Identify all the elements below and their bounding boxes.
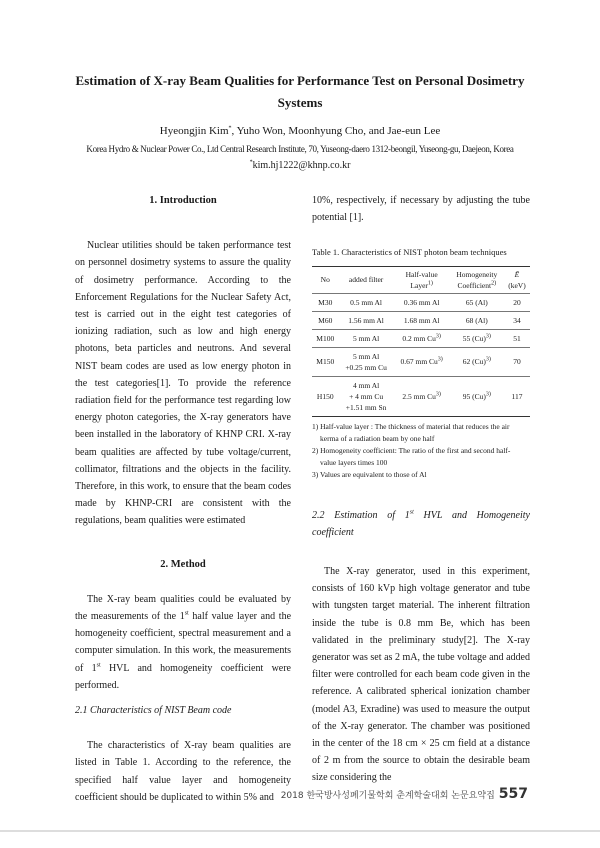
filter-line: + 4 mm Cu	[349, 391, 384, 401]
subsection-2-1-heading: 2.1 Characteristics of NIST Beam code	[75, 705, 232, 717]
hvl-value: 0.36 mm Al	[403, 297, 440, 307]
table-row	[312, 329, 530, 347]
hc-value: 95 (Cu)	[462, 391, 486, 401]
filter-line: 5 mm Al	[352, 333, 380, 343]
table-header-row	[312, 266, 530, 293]
sec22-heading-b: HVL and Homogeneity coefficient	[312, 509, 530, 538]
col-header-energy	[504, 266, 530, 293]
energy-value: 20	[513, 297, 521, 307]
corresponding-mark: *	[228, 125, 232, 132]
table-row	[312, 293, 530, 311]
cell-hc	[450, 376, 504, 416]
right-column	[312, 192, 530, 787]
cell-no-text: M60	[318, 315, 333, 325]
sec22-heading-a: 2.2 Estimation of 1	[312, 509, 410, 521]
subsection-2-1-continuation: 10%, respectively, if necessary by adjusting the tube potential [1].	[312, 195, 530, 224]
cell-filter	[339, 329, 394, 347]
method-sup-a: st	[184, 610, 189, 617]
method-text-c: HVL and homogeneity coefficient were performed.	[75, 662, 291, 691]
hc-value: 68 (Al)	[465, 315, 488, 325]
method-text-a: The X-ray beam qualities could be evaluated by the measurements of the 1	[75, 593, 291, 623]
hc-value: 55 (Cu)	[462, 333, 486, 343]
cell-energy	[504, 329, 530, 347]
cell-energy	[504, 347, 530, 376]
table-body	[312, 293, 530, 416]
cell-energy	[504, 376, 530, 416]
energy-value: 117	[511, 391, 523, 401]
table-row	[312, 376, 530, 416]
table-row	[312, 347, 530, 376]
footnote-line: 2) Homogeneity coefficient: The ratio of the first and second half-	[312, 445, 511, 455]
filter-line: 0.5 mm Al	[350, 297, 383, 307]
col-header-hc	[450, 266, 504, 293]
hvl-header-line1: Half-value	[405, 269, 438, 279]
cell-hc	[450, 311, 504, 329]
col-header-hvl	[394, 266, 450, 293]
hvl-note: 3)	[435, 333, 441, 340]
filter-line: +0.25 mm Cu	[345, 362, 387, 372]
hc-header-line1: Homogeneity	[456, 269, 498, 279]
hc-note: 3)	[485, 391, 491, 398]
hc-header-line2: Coefficient	[457, 280, 492, 290]
cell-no-text: H150	[316, 391, 334, 401]
hvl-value: 2.5 mm Cu	[402, 391, 436, 401]
page-footer	[281, 786, 528, 802]
hvl-header-sup: 1)	[427, 280, 433, 287]
cell-no	[312, 347, 339, 376]
energy-unit: (keV)	[508, 280, 526, 290]
cell-hvl	[394, 376, 450, 416]
filter-line: 5 mm Al	[352, 351, 380, 361]
affiliation: Korea Hydro & Nuclear Power Co., Ltd Central Research Institute, 70, Yuseong-daero 1312-beongil, Yuseong-gu, Daejeon, Korea	[86, 144, 514, 154]
beam-characteristics-table	[312, 266, 530, 417]
energy-value: 70	[513, 357, 521, 367]
cell-no	[312, 293, 339, 311]
cell-filter	[339, 293, 394, 311]
email-line	[60, 160, 540, 171]
cell-hvl	[394, 311, 450, 329]
cell-no	[312, 329, 339, 347]
footnote-continuation: kerma of a radiation beam by one half	[320, 433, 435, 443]
hc-header-sup: 2)	[491, 280, 497, 287]
subsection-2-2-heading	[312, 507, 530, 541]
method-heading: 2. Method	[160, 558, 206, 570]
hvl-value: 0.2 mm Cu	[402, 333, 436, 343]
filter-line: 4 mm Al	[352, 380, 380, 390]
paper-title: Estimation of X-ray Beam Qualities for Performance Test on Personal Dosimetry Systems	[75, 73, 525, 110]
cell-no-text: M150	[316, 357, 335, 367]
email-mark: *	[249, 159, 253, 166]
filter-line: 1.56 mm Al	[348, 315, 384, 325]
table-caption: Table 1. Characteristics of NIST photon beam techniques	[312, 247, 507, 258]
col-header-no: No	[320, 275, 330, 285]
hvl-note: 3)	[437, 356, 443, 363]
hc-value: 62 (Cu)	[462, 357, 486, 367]
page-number: 557	[498, 786, 528, 802]
table-row	[312, 311, 530, 329]
sec22-heading-sup: st	[409, 509, 414, 516]
footer-rule	[0, 830, 600, 832]
cell-energy	[504, 293, 530, 311]
author-first: Hyeongjin Kim	[159, 125, 229, 137]
cell-energy	[504, 311, 530, 329]
footnote	[312, 421, 530, 445]
author-rest: , Yuho Won, Moonhyung Cho, and Jae-eun Lee	[231, 125, 441, 137]
left-column	[75, 192, 291, 806]
email-address: kim.hj1222@khnp.co.kr	[252, 160, 351, 171]
col-header-filter: added filter	[348, 275, 384, 285]
cell-hvl	[394, 347, 450, 376]
cell-hc	[450, 347, 504, 376]
hvl-value: 1.68 mm Al	[403, 315, 440, 325]
hc-note: 3)	[485, 356, 491, 363]
method-text-b: half value layer and the homogeneity coefficient, spectral measurement and a computer simulation. In this work, the measurements of 1	[75, 611, 292, 674]
hc-value: 65 (Al)	[465, 297, 488, 307]
author-list	[60, 125, 540, 137]
hvl-header-line2: Layer	[410, 280, 428, 290]
intro-heading: 1. Introduction	[149, 195, 217, 206]
hvl-value: 0.67 mm Cu	[400, 357, 438, 367]
cell-no	[312, 376, 339, 416]
table-footnotes	[312, 421, 530, 481]
footnote-line: 1) Half-value layer : The thickness of material that reduces the air	[312, 421, 510, 431]
subsection-2-1-paragraph: The characteristics of X-ray beam qualities are listed in Table 1. According to the reference, the specified half value layer and homogeneity coefficient should be duplicated to within 5% and	[75, 740, 291, 803]
method-paragraph	[75, 591, 291, 694]
cell-hvl	[394, 329, 450, 347]
hvl-note: 3)	[435, 391, 441, 398]
subsection-2-2-paragraph: The X-ray generator, used in this experiment, consists of 160 kVp high voltage generator and tube with tungsten target material. The inherent filtration inside the tube is 0.8 mm Be, which has been validated in the preliminary study[2]. The X-ray generator was set as 2 mA, the tube voltage and added filter were controlled for each beam code given in the reference. A calibrated spherical ionization chamber (model A3, Exradine) was used to measure the output of the X-ray generator. The chamber was positioned in the center of the 18 cm × 25 cm field at a distance of 2 m from the source to obtain the desirable beam size considering the	[312, 566, 530, 784]
cell-no	[312, 311, 339, 329]
cell-hc	[450, 329, 504, 347]
energy-symbol: Ē	[514, 269, 520, 279]
cell-no-text: M30	[318, 297, 333, 307]
footnote-continuation: value layers times 100	[320, 457, 388, 467]
cell-filter	[339, 347, 394, 376]
footer-text: 2018 한국방사성폐기물학회 춘계학술대회 논문요약집	[280, 791, 495, 801]
method-sup-b: st	[96, 662, 101, 669]
cell-no-text: M100	[316, 333, 335, 343]
energy-value: 51	[513, 333, 521, 343]
hc-note: 3)	[485, 333, 491, 340]
footnote-line: 3) Values are equivalent to those of Al	[312, 469, 427, 479]
cell-hc	[450, 293, 504, 311]
footnote	[312, 445, 530, 469]
intro-paragraph: Nuclear utilities should be taken performance test on personnel dosimetry systems to assure the quality of dosimetry performance. According to the Enforcement Regulations for the Nuclear Safety Act, test is carried out in the eight test categories of ionizing radiation, such as low and high energy photons, beta particles and neutrons. And several NIST beam codes are used as low energy photon in the test categories[1]. To provide the reference radiation field for the performance test regarding low energy photon categories, the X-ray generators have been installed in the laboratory of KHNP CRI. X-ray beam qualities are affected by tube voltage/current, collimator, filtrations and the objects in the facility. Therefore, in this work, to ensure that the beam codes made by KHNP-CRI are consistent with the regulations, beam qualities were estimated	[75, 240, 291, 527]
cell-filter	[339, 376, 394, 416]
cell-hvl	[394, 293, 450, 311]
cell-filter	[339, 311, 394, 329]
energy-value: 34	[513, 315, 521, 325]
footnote	[312, 469, 530, 481]
filter-line: +1.51 mm Sn	[345, 402, 387, 412]
